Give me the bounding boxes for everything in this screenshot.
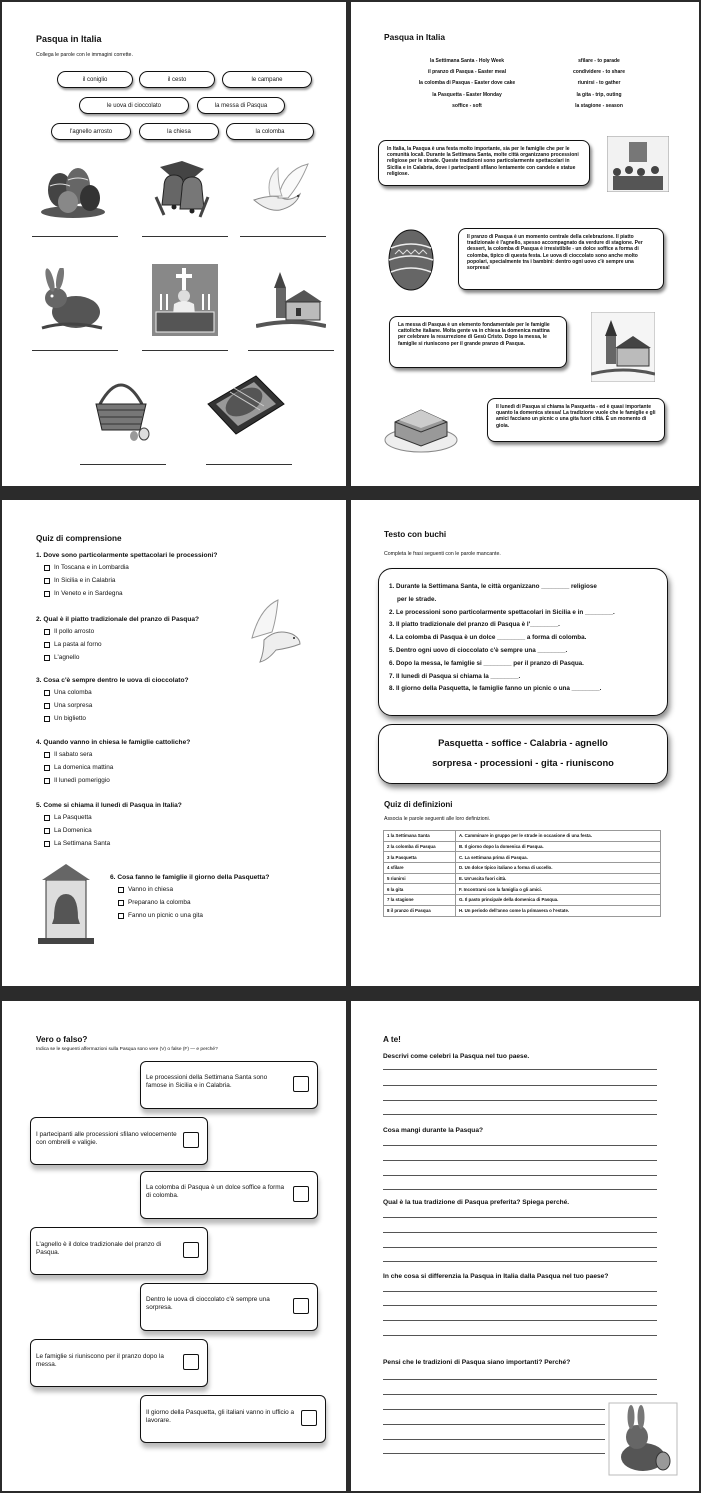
statement-card [30,1117,208,1165]
checkbox[interactable] [44,629,50,635]
vocab-list-left [385,56,549,112]
quiz-question: 3. Cosa c'è sempre dentro le uova di cioccolato? [36,677,189,684]
quiz-question: 5. Come si chiama il lunedì di Pasqua in Italia? [36,802,182,809]
cloze-sentence: 3. Il piatto tradizionale del pranzo di Pasqua è l'________. [389,621,560,629]
answer-checkbox[interactable] [183,1132,199,1148]
term-cell: 1 la Settimana Santa [384,831,456,842]
checkbox[interactable] [44,778,50,784]
term-cell: 5 riunirsi [384,873,456,884]
answer-line[interactable] [383,1069,657,1070]
answer-line[interactable] [383,1261,657,1262]
vocab-item: riunirsi - to gather [577,80,621,87]
answer-line[interactable] [383,1247,657,1248]
dove-icon [248,160,312,220]
page-title: Vero o falso? [36,1035,88,1044]
statement-card [140,1283,318,1331]
statement-text: Le processioni della Settimana Santa sono famose in Sicilia e in Calabria. [146,1074,268,1089]
section-title: Quiz di definizioni [384,800,453,809]
quiz-option-label: Il sabato sera [54,751,93,758]
vocab-item: sfilare - to parade [578,58,620,64]
worksheet-page-reading [351,2,699,486]
answer-line[interactable] [32,350,118,351]
quiz-option-label: La pasta al forno [54,641,102,648]
worksheet-page-writing [351,1001,699,1491]
answer-line[interactable] [142,236,228,237]
instruction: Associa le parole seguenti alle loro definizioni. [384,816,491,822]
word-bank-line: sorpresa - processioni - gita - riuniscono [432,757,614,768]
answer-line[interactable] [383,1409,605,1410]
text-box-messa: La messa di Pasqua è un elemento fondamentale per le famiglie cattoliche italiane. Molta gente va in chiesa la domenica mattina per celebrare la resurrezione di Gesù Cristo. Dopo la messa, le famiglie si riuniscono per il grande pranzo di Pasqua. [389,316,567,368]
table-row [384,895,661,906]
term-cell: 6 la gita [384,884,456,895]
answer-line[interactable] [206,464,292,465]
answer-line[interactable] [383,1453,605,1454]
checkbox[interactable] [44,815,50,821]
checkbox[interactable] [44,690,50,696]
quiz-option[interactable] [118,886,173,893]
worksheet-page-matching [2,2,346,486]
vocab-item: la gita - trip, outing [576,91,622,98]
quiz-option[interactable] [44,628,94,635]
statement-text: La colomba di Pasqua è un dolce soffice a forma di colomba. [146,1184,285,1199]
quiz-option-label: Il lunedì pomeriggio [54,777,110,784]
quiz-option-label: La domenica mattina [54,764,114,771]
statement-card [140,1395,326,1443]
answer-line[interactable] [383,1189,657,1190]
eggs-icon [38,160,108,220]
term-cell: 3 la Pasquetta [384,852,456,863]
table-row [384,863,661,874]
quiz-question: 6. Cosa fanno le famiglie il giorno della Pasquetta? [110,874,270,881]
quiz-option[interactable] [118,912,203,919]
basket-icon [86,370,156,442]
cloze-sentence: 1. Durante la Settimana Santa, le città organizzano ________ religiose [389,583,597,590]
checkbox[interactable] [44,655,50,661]
answer-line[interactable] [383,1145,657,1146]
definition-cell: C. La settimana prima di Pasqua. [456,852,661,863]
cloze-sentence: 6. Dopo la messa, le famiglie si ________ per il pranzo di Pasqua. [389,659,584,667]
answer-line[interactable] [383,1100,657,1101]
quiz-option[interactable] [118,899,191,906]
answer-line[interactable] [383,1439,605,1440]
page-title: Quiz di comprensione [36,534,122,543]
answer-line[interactable] [383,1379,657,1380]
answer-line[interactable] [383,1160,657,1161]
bell-tower-icon [32,860,100,948]
table-row [384,831,661,842]
answer-line[interactable] [248,350,334,351]
answer-line[interactable] [383,1085,657,1086]
church-icon [256,268,326,332]
table-row [384,841,661,852]
answer-line[interactable] [32,236,118,237]
word-bank-line: Pasquetta - soffice - Calabria - agnello [438,737,608,748]
page-title: Pasqua in Italia [36,34,102,44]
statement-text: Le famiglie si riuniscono per il pranzo dopo la messa. [36,1353,164,1368]
quiz-option[interactable] [44,814,92,821]
answer-checkbox[interactable] [183,1354,199,1370]
quiz-option[interactable] [44,577,115,584]
answer-line[interactable] [80,464,166,465]
cloze-sentence: 4. La colomba di Pasqua è un dolce ________ a forma di colomba. [389,634,587,642]
vocab-item: condividere - to share [573,69,625,76]
quiz-option-label: In Veneto e in Sardegna [54,590,123,597]
word-pill[interactable]: la chiesa [139,123,219,140]
answer-line[interactable] [240,236,326,237]
term-cell: 4 sfilare [384,863,456,874]
quiz-option[interactable] [44,715,86,722]
quiz-option[interactable] [44,689,92,696]
vocab-item: il pranzo di Pasqua - Easter meal [427,69,507,76]
checkbox[interactable] [44,765,50,771]
vocab-item: la Pasquetta - Easter Monday [432,91,502,98]
writing-question: Pensi che le tradizioni di Pasqua siano importanti? Perché? [383,1359,571,1366]
writing-question: Cosa mangi durante la Pasqua? [383,1127,484,1134]
definition-cell: B. Il giorno dopo la domenica di Pasqua. [456,841,661,852]
checkbox[interactable] [118,887,124,893]
answer-line[interactable] [383,1320,657,1321]
church-village-icon [591,312,655,382]
bells-icon [150,157,214,225]
quiz-option[interactable] [44,840,110,847]
quiz-option[interactable] [44,590,123,597]
checkbox[interactable] [118,913,124,919]
quiz-option-label: Vanno in chiesa [128,886,174,893]
table-row [384,905,661,916]
instruction: Collega le parole con le immagini corrette. [36,52,133,58]
rabbit-egg-icon [607,1401,679,1477]
checkbox[interactable] [44,828,50,834]
instruction: Indica se le seguenti affermazioni sulla Pasqua sono vere (V) o false (F) — e perché? [36,1047,218,1052]
term-cell: 8 il pranzo di Pasqua [384,905,456,916]
checkbox[interactable] [44,565,50,571]
cloze-sentence: per le strade. [397,595,437,603]
quiz-question: 4. Quando vanno in chiesa le famiglie cattoliche? [36,739,191,746]
word-pill[interactable]: l'agnello arrosto [51,123,131,140]
vocab-item: la Settimana Santa - Holy Week [429,58,505,64]
answer-checkbox[interactable] [293,1298,309,1314]
definition-cell: H. Un periodo dell'anno come la primavera o l'estate. [456,905,661,916]
vocab-item: la stagione - season [575,102,623,109]
table-row [384,873,661,884]
word-pill[interactable]: il coniglio [57,71,133,88]
quiz-question: 1. Dove sono particolarmente spettacolari le processioni? [36,552,218,559]
vocab-item: soffice - soft [452,102,482,109]
cloze-box [378,568,668,716]
quiz-option-label: Preparano la colomba [128,899,191,906]
worksheet-page-quiz [2,500,346,986]
quiz-option[interactable] [44,564,129,571]
statement-card [140,1061,318,1109]
worksheet-page-true-false [2,1001,346,1491]
statement-card [30,1339,208,1387]
page-title: Pasqua in Italia [384,32,445,42]
page-title: Testo con buchi [384,530,447,539]
definition-cell: D. Un dolce tipico italiano a forma di uccello. [456,863,661,874]
quiz-option-label: Il pollo arrosto [54,628,95,635]
quiz-question: 2. Qual è il piatto tradizionale del pranzo di Pasqua? [36,616,200,623]
quiz-option-label: L'agnello [54,654,80,661]
quiz-option[interactable] [44,777,110,784]
instruction: Completa le frasi seguenti con le parole mancante. [384,551,501,557]
quiz-option-label: Una sorpresa [54,702,93,709]
quiz-option-label: In Toscana e in Lombardia [54,564,129,571]
quiz-option[interactable] [44,764,113,771]
answer-line[interactable] [383,1217,657,1218]
definition-cell: F. Incontrarsi con la famiglia o gli amici. [456,884,661,895]
text-box-pasquetta: Il lunedì di Pasqua si chiama la Pasquetta - ed è quasi importante quanto la domenica stessa! La tradizione vuole che le famiglie e gli amici facciano un picnic o una gita fuori città. È un momento di gioia. [487,398,665,442]
checkbox[interactable] [44,578,50,584]
text-box-settimana: In Italia, la Pasqua è una festa molto importante, sia per le famiglie che per le comunità locali. Durante la Settimana Santa, molte città organizzano processioni religiose per le strade. Queste tradizioni sono particolarmente spettacolari in Sicilia e in Calabria, dove i partecipanti sfilano lentamente con candele e statue religiose. [378,140,590,186]
term-cell: 7 la stagione [384,895,456,906]
statement-text: Il giorno della Pasquetta, gli italiani vanno in ufficio a lavorare. [146,1409,295,1424]
statement-card [30,1227,208,1275]
word-pill[interactable]: il cesto [139,71,215,88]
writing-question: Descrivi come celebri la Pasqua nel tuo paese. [383,1053,530,1060]
word-pill[interactable]: le campane [222,71,312,88]
word-pill[interactable]: la colomba [226,123,314,140]
term-cell: 2 la colomba di Pasqua [384,841,456,852]
answer-checkbox[interactable] [183,1242,199,1258]
checkbox[interactable] [44,703,50,709]
definition-cell: A. Camminare in gruppo per le strade in occasione di una festa. [456,831,661,842]
word-bank [378,724,668,784]
worksheet-page-cloze [351,500,699,986]
cloze-sentence: 7. Il lunedì di Pasqua si chiama la ________. [389,672,521,680]
cloze-sentence: 5. Dentro ogni uovo di cioccolato c'è sempre una ________. [389,646,568,654]
checkbox[interactable] [44,591,50,597]
answer-line[interactable] [142,350,228,351]
statement-text: I partecipanti alle processioni sfilano velocemente con ombrelli e valigie. [36,1131,177,1146]
quiz-option-label: In Sicilia e in Calabria [54,577,116,584]
statement-card [140,1171,318,1219]
checkbox[interactable] [44,841,50,847]
quiz-option-label: La Settimana Santa [54,840,111,847]
word-pill[interactable]: la messa di Pasqua [197,97,285,114]
writing-question: In che cosa si differenzia la Pasqua in Italia dalla Pasqua nel tuo paese? [383,1273,609,1280]
roast-icon [204,370,286,440]
answer-checkbox[interactable] [293,1186,309,1202]
table-row [384,852,661,863]
text-box-pranzo: Il pranzo di Pasqua è un momento centrale della celebrazione. Il piatto tradizionale è l'agnello, spesso accompagnato da verdure di stagione. Per dessert, la colomba di Pasqua è irresistibile - un dolce soffice a forma di colomba, tipico di questa festa. Le uova di cioccolato sono anche molto popolari, specialmente tra i bambini: dentro ogni uovo c'è sempre una sorpresa! [458,228,664,290]
definition-cell: E. Un'uscita fuori città. [456,873,661,884]
quiz-option-label: La Domenica [54,827,92,834]
quiz-option[interactable] [44,702,92,709]
answer-line[interactable] [383,1114,657,1115]
checkbox[interactable] [44,716,50,722]
quiz-option[interactable] [44,827,92,834]
statement-text: Dentro le uova di cioccolato c'è sempre una sorpresa. [146,1296,270,1311]
word-pill[interactable]: le uova di cioccolato [79,97,189,114]
answer-line[interactable] [383,1335,657,1336]
answer-line[interactable] [383,1175,657,1176]
quiz-option-label: La Pasquetta [54,814,92,821]
quiz-option[interactable] [44,751,92,758]
checkbox[interactable] [118,900,124,906]
cloze-sentence: 8. Il giorno della Pasquetta, le famiglie fanno un picnic o una ________. [389,685,602,693]
answer-checkbox[interactable] [301,1410,317,1426]
dove-icon [246,598,304,664]
quiz-option-label: Una colomba [54,689,92,696]
procession-icon [607,136,669,192]
decorated-egg-icon [385,224,437,294]
checkbox[interactable] [44,752,50,758]
cloze-sentence: 2. Le processioni sono particolarmente spettacolari in Sicilia e in ________. [389,608,615,616]
page-title: A te! [383,1035,401,1044]
vocab-item: la colomba di Pasqua - Easter dove cake [418,80,516,87]
definitions-table [383,830,661,917]
writing-question: Qual è la tua tradizione di Pasqua preferita? Spiega perché. [383,1199,570,1206]
quiz-option-label: Un biglietto [54,715,86,722]
rabbit-icon [38,268,104,332]
answer-line[interactable] [383,1394,657,1395]
quiz-option[interactable] [44,641,102,648]
answer-checkbox[interactable] [293,1076,309,1092]
quiz-option[interactable] [44,654,79,661]
answer-line[interactable] [383,1424,605,1425]
definition-cell: G. Il pasto principale della domenica di Pasqua. [456,895,661,906]
priest-altar-icon [152,264,218,336]
answer-line[interactable] [383,1291,657,1292]
checkbox[interactable] [44,642,50,648]
table-row [384,884,661,895]
quiz-option-label: Fanno un picnic o una gita [128,912,203,919]
answer-line[interactable] [383,1232,657,1233]
answer-line[interactable] [383,1305,657,1306]
vocab-list-right [557,56,641,112]
statement-text: L'agnello è il dolce tradizionale del pranzo di Pasqua. [36,1241,162,1256]
colomba-cake-icon [383,396,459,454]
